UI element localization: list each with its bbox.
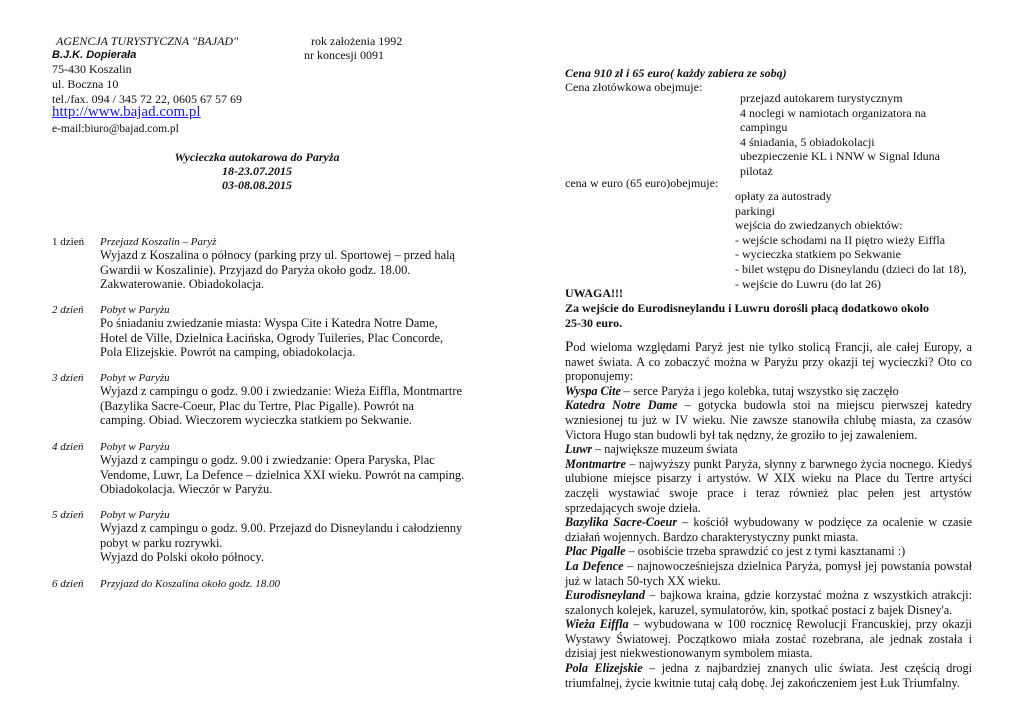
attraction-item: [565, 588, 972, 617]
day-label: 1 dzień: [52, 236, 85, 248]
day-line: Wyjazd z campingu o godz. 9.00. Przejazd do Disneylandu i całodzienny: [100, 521, 463, 535]
website-link[interactable]: http://www.bajad.com.pl: [52, 104, 201, 120]
attraction-item: [565, 559, 972, 588]
price-pln-list: [740, 91, 980, 179]
trip-date-1: 18-23.07.2015: [222, 164, 292, 178]
attraction-item: [565, 398, 972, 442]
day-1: [52, 235, 472, 295]
attractions-text: [565, 340, 972, 690]
day-heading: Pobyt w Paryżu: [100, 304, 170, 316]
attraction-name: Plac Pigalle: [565, 544, 626, 559]
day-heading: Przyjazd do Koszalina około godz. 18.00: [100, 578, 280, 590]
attraction-desc: – najwyższy punkt Paryża, słynny z barwnego życia nocnego. Kiedyś ulubione miejsce pisarzy i artystów. W XIX wieku na Place du Tertre artyści zaczęli wystawiać swoje prace i teraz również plac pełen jest artystów sprzedających swoje dzieła.: [565, 456, 972, 515]
attraction-desc: – osobiście trzeba sprawdzić co jest z tymi kasztanami :): [625, 544, 906, 559]
day-label: 5 dzień: [52, 509, 84, 521]
warning-text: Za wejście do Eurodisneylandu i Luwru dorośli płacą dodatkowo około: [565, 301, 929, 315]
attraction-name: Pola Elizejskie: [565, 661, 643, 676]
price-item: - wejście schodami na II piętro wieży Eiffla: [735, 232, 946, 247]
price-item: ubezpieczenie KL i NNW w Signal Iduna: [740, 149, 940, 164]
agency-name: AGENCJA TURYSTYCZNA "BAJAD": [56, 34, 239, 48]
day-line: Pola Elizejskie. Powrót na camping, obiadokolacja.: [100, 345, 356, 360]
price-item: parkingi: [735, 203, 775, 218]
trip-date-2: 03-08.08.2015: [222, 178, 292, 192]
attraction-name: La Defence: [565, 558, 624, 573]
attraction-name: Wieża Eiffla: [565, 617, 629, 632]
attraction-item: [565, 457, 972, 515]
price-item: 4 noclegi w namiotach organizatora na: [740, 105, 927, 120]
attraction-item: [565, 384, 972, 399]
day-line: Hotel de Ville, Dzielnica Łacińska, Ogrody Tuileries, Plac Concorde,: [100, 330, 444, 345]
postal-address: 75-430 Koszalin: [52, 62, 132, 76]
day-label: 4 dzień: [52, 441, 84, 453]
intro-dropcap: P: [565, 339, 574, 355]
day-label: 6 dzień: [52, 578, 84, 590]
phone-fax: tel./fax. 094 / 345 72 22, 0605 67 57 69: [52, 92, 242, 106]
attraction-name: Eurodisneyland: [565, 588, 645, 603]
day-heading: Pobyt w Paryżu: [100, 509, 170, 521]
price-eur-intro: cena w euro (65 euro)obejmuje:: [565, 176, 719, 190]
price-item: wejścia do zwiedzanych obiektów:: [735, 218, 903, 233]
day-line: Gwardii w Koszalinie). Przyjazd do Paryża około godz. 18.00.: [100, 262, 411, 277]
attraction-name: Montmartre: [565, 456, 626, 471]
license-number: nr koncesji 0091: [304, 48, 384, 62]
intro-text: od wieloma względami Paryż jest nie tylko stolicą Francji, ale całej Europy, a nawet świata. A co zobaczyć można w Paryżu przy okazji tej wycieczki? Oto co proponujemy:: [565, 340, 972, 384]
attraction-name: Bazylika Sacre-Coeur: [565, 515, 678, 530]
warning-amount: 25-30 euro.: [565, 316, 623, 330]
attraction-name: Wyspa Cite: [565, 383, 621, 398]
warning-title: UWAGA!!!: [565, 286, 623, 300]
email-address: e-mail:biuro@bajad.com.pl: [52, 123, 179, 135]
attraction-desc: – serce Paryża i jego kolebka, tutaj wszystko się zaczęło: [620, 383, 899, 398]
price-item: - wycieczka statkiem po Sekwanie: [735, 247, 901, 262]
attraction-desc: – jedna z najbardziej znanych ulic świata. Jest częścią drogi triumfalnej, życie kwitnie tutaj całą dobę. Jej zakończeniem jest Łuk Triumfalny.: [565, 661, 972, 690]
attraction-desc: – największe muzeum świata: [592, 442, 738, 457]
attraction-desc: – kościół wybudowany w podzięce za ocalenie w czasie działań wojennych. Bardzo charakterystyczny punkt miasta.: [565, 515, 972, 544]
day-line: Zakwaterowanie. Obiadokolacja.: [100, 277, 265, 292]
price-eur-list: [735, 189, 985, 291]
day-line: Obiadokolacja. Wieczór w Paryżu.: [100, 482, 273, 497]
attraction-item: [565, 515, 972, 544]
price-headline: Cena 910 zł i 65 euro( każdy zabiera ze sobą): [565, 66, 787, 80]
day-line: Wyjazd do Polski około północy.: [100, 550, 264, 565]
attraction-item: [565, 661, 972, 690]
price-item: przejazd autokarem turystycznym: [740, 91, 903, 105]
attraction-desc: – najnowocześniejsza dzielnica Paryża, pomysł jej powstania powstał już w latach 50-tych XX wieku.: [565, 558, 972, 588]
day-3: [52, 371, 472, 431]
day-line: Wyjazd z campingu o godz. 9.00 i zwiedzanie: Opera Paryska, Plac: [100, 453, 435, 467]
day-2: [52, 303, 472, 363]
street-address: ul. Boczna 10: [52, 77, 119, 91]
price-item: pilotaż: [740, 163, 773, 178]
attraction-desc: – gotycka budowla stoi na miejscu pierwszej katedry wzniesionej tu już w IV wieku. Nie zawsze stanowiła chlubę miasta, za czasów Victora Hugo stan budowli był tak nędzny, że groziło to jej zawaleniem.: [565, 398, 972, 442]
attraction-name: Katedra Notre Dame: [565, 398, 678, 413]
day-heading: Pobyt w Paryżu: [100, 372, 170, 384]
price-item: opłaty za autostrady: [735, 189, 832, 203]
day-line: Vendome, Luwr, La Defence – dzielnica XXI wieku. Powrót na camping.: [100, 467, 465, 482]
day-line: Po śniadaniu zwiedzanie miasta: Wyspa Cite i Katedra Notre Dame,: [100, 316, 438, 330]
day-line: Wyjazd z Koszalina o północy (parking przy ul. Sportowej – przed halą: [100, 248, 456, 262]
owner-name: B.J.K. Dopierała: [52, 49, 137, 61]
trip-title: Wycieczka autokarowa do Paryża: [174, 150, 340, 164]
attraction-desc: – bajkowa kraina, gdzie korzystać można z wszystkich atrakcji: szalonych kolejek, karuzel, symulatorów, kin, spotkać postaci z bajek Disney'a.: [565, 588, 972, 617]
day-6: [52, 577, 472, 597]
intro-paragraph: [565, 340, 972, 384]
price-item: - wejście do Luwru (do lat 26): [735, 276, 881, 291]
founded-year: rok założenia 1992: [311, 34, 403, 48]
day-label: 2 dzień: [52, 304, 84, 316]
day-5: [52, 508, 472, 568]
day-heading: Przejazd Koszalin – Paryż: [100, 236, 217, 248]
day-line: camping. Obiad. Wieczorem wycieczka statkiem po Sekwanie.: [100, 413, 413, 428]
attraction-item: [565, 617, 972, 661]
price-item: - bilet wstępu do Disneylandu (dzieci do lat 18),: [735, 261, 967, 276]
price-item: campingu: [740, 120, 788, 135]
day-4: [52, 440, 472, 500]
day-label: 3 dzień: [52, 372, 84, 384]
attraction-item: [565, 544, 972, 559]
price-item: 4 śniadania, 5 obiadokolacji: [740, 134, 875, 149]
day-heading: Pobyt w Paryżu: [100, 441, 170, 453]
attraction-item: [565, 442, 972, 457]
day-line: pobyt w parku rozrywki.: [100, 535, 223, 550]
attraction-desc: – wybudowana w 100 rocznicę Rewolucji Francuskiej, przy okazji Wystawy Światowej. Początkowo miała zostać rozebrana, ale jednak została i dzisiaj jest niekwestionowanym symbolem miasta.: [565, 617, 972, 661]
day-line: (Bazylika Sacre-Coeur, Plac du Tertre, Plac Pigalle). Powrót na: [100, 398, 414, 413]
day-line: Wyjazd z campingu o godz. 9.00 i zwiedzanie: Wieża Eiffla, Montmartre: [100, 384, 462, 398]
price-pln-intro: Cena złotówkowa obejmuje:: [565, 80, 703, 94]
attraction-name: Luwr: [565, 442, 593, 457]
